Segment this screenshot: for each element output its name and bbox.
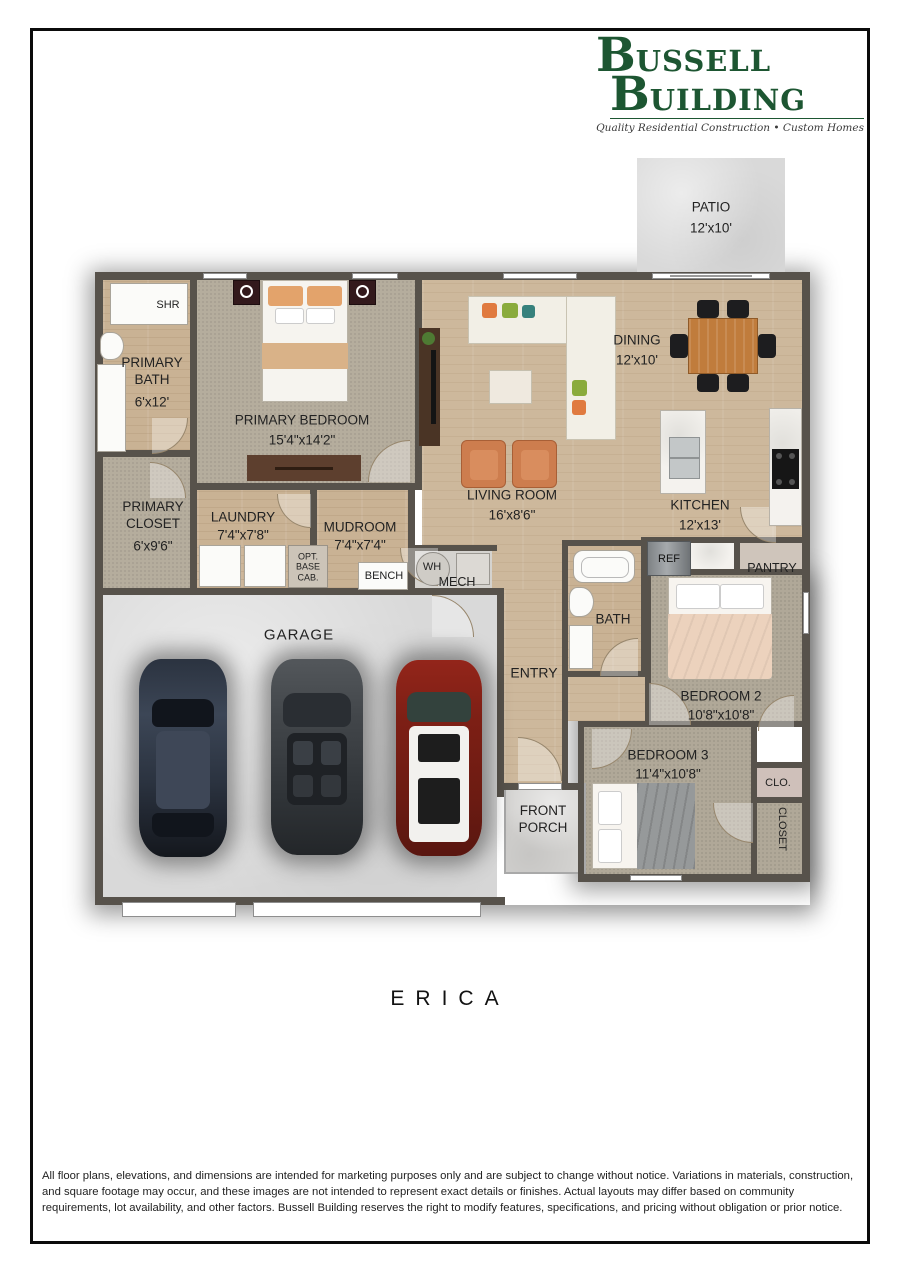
car-suv bbox=[396, 660, 482, 856]
bench-label: BENCH bbox=[364, 570, 404, 583]
dining-chair-6 bbox=[758, 334, 776, 358]
bed2-pillow-2 bbox=[720, 584, 764, 609]
suv-sunroof-2 bbox=[418, 778, 460, 824]
bedroom3-label: BEDROOM 3 bbox=[627, 747, 709, 763]
dining-table bbox=[688, 318, 758, 374]
brand-rest-2: UILDING bbox=[649, 83, 806, 118]
coffee-table bbox=[489, 370, 532, 404]
wall-primarybedroom-bottom bbox=[197, 483, 422, 490]
sofa-pillow-green-2 bbox=[572, 380, 587, 396]
burner-4 bbox=[789, 479, 795, 485]
sedan-roof bbox=[156, 731, 210, 809]
plan-title: ERICA bbox=[390, 987, 510, 1010]
burner-1 bbox=[776, 453, 782, 459]
front-door-gap bbox=[518, 783, 562, 790]
living-room-label: LIVING ROOM bbox=[466, 487, 558, 503]
bath-toilet bbox=[569, 587, 594, 617]
dining-chair-1 bbox=[697, 300, 719, 318]
burner-3 bbox=[776, 479, 782, 485]
pantry-label: PANTRY bbox=[747, 561, 797, 576]
kitchen-counter-right bbox=[769, 408, 802, 526]
sofa-pillow-teal bbox=[522, 305, 535, 318]
closet-label: CLOSET bbox=[775, 806, 788, 852]
nightstand-right bbox=[349, 280, 376, 305]
water-heater-label: WH bbox=[422, 561, 442, 574]
garage-door-2 bbox=[253, 902, 481, 917]
front-porch-label: FRONT PORCH bbox=[518, 803, 568, 835]
seat-4 bbox=[321, 775, 341, 797]
nightstand-left bbox=[233, 280, 260, 305]
seat-2 bbox=[321, 741, 341, 765]
suv-roof bbox=[409, 726, 469, 842]
brand-initial-1: B bbox=[596, 28, 636, 83]
seat-1 bbox=[293, 741, 313, 765]
window-bedroom2 bbox=[803, 592, 809, 634]
patio-dims: 12'x10' bbox=[690, 220, 732, 236]
disclaimer-text: All floor plans, elevations, and dimensions are intended for marketing purposes only and are subject to change without notice. Variations in materials, construction, and square footage may occur, and these images are not intended to represent exact details or finishes. Actual layouts may differ based on community requirements, lot availability, and other factors. Bussell Building reserves the right to modify features, specifications, and pricing without obligation or prior notice. bbox=[42, 1170, 854, 1215]
dryer bbox=[244, 545, 286, 587]
bedroom3-dims: 11'4"x10'8" bbox=[635, 766, 701, 782]
convertible-windshield bbox=[283, 693, 351, 727]
kitchen-dims: 12'x13' bbox=[679, 517, 721, 533]
wall-garage-right bbox=[497, 588, 504, 797]
wall-bath-top bbox=[562, 540, 647, 546]
primary-bedroom-label: PRIMARY BEDROOM bbox=[234, 412, 370, 428]
patio-label: PATIO bbox=[691, 199, 731, 215]
tv-screen bbox=[431, 350, 436, 424]
brand-tagline: Quality Residential Construction • Custom Homes bbox=[596, 122, 864, 135]
island-sink-basin-1 bbox=[669, 437, 700, 458]
wall-bath-left bbox=[562, 540, 568, 677]
dining-dims: 12'x10' bbox=[616, 352, 658, 368]
bath-vanity bbox=[569, 625, 593, 669]
wall-clo-top bbox=[751, 762, 810, 768]
bedroom3-bed bbox=[592, 783, 694, 869]
wall-right bbox=[802, 272, 810, 880]
sofa-pillow-green-1 bbox=[502, 303, 518, 318]
dining-chair-4 bbox=[727, 374, 749, 392]
mech-label: MECH bbox=[438, 575, 476, 590]
clo-label: CLO. bbox=[765, 777, 791, 790]
bathtub bbox=[573, 550, 635, 583]
shower-label: SHR bbox=[156, 299, 180, 312]
cooktop bbox=[772, 449, 799, 489]
bedroom2-bed bbox=[668, 577, 772, 679]
primary-bed bbox=[262, 280, 348, 402]
window-primary-bedroom-1 bbox=[203, 273, 247, 279]
window-living-room bbox=[503, 273, 577, 279]
suv-sunroof-1 bbox=[418, 734, 460, 762]
mudroom-label: MUDROOM bbox=[323, 519, 397, 535]
sofa-right-section bbox=[566, 296, 616, 440]
dining-chair-3 bbox=[697, 374, 719, 392]
bed-pillow-orange-2 bbox=[307, 286, 342, 306]
primary-bath-dims: 6'x12' bbox=[134, 394, 170, 410]
accent-chair-2 bbox=[512, 440, 557, 488]
window-bedroom3 bbox=[630, 875, 682, 881]
chair-cushion-1 bbox=[470, 450, 498, 480]
dining-chair-5 bbox=[670, 334, 688, 358]
sedan-rear-glass bbox=[152, 813, 214, 837]
sedan-windshield bbox=[152, 699, 214, 727]
brand-name-line2 bbox=[610, 67, 864, 123]
dresser-handle bbox=[275, 467, 333, 470]
convertible-cabin bbox=[287, 733, 347, 805]
bed3-pillow-1 bbox=[598, 791, 622, 825]
brand-logo bbox=[596, 28, 864, 135]
sofa-pillow-orange-2 bbox=[572, 400, 586, 415]
entry-label: ENTRY bbox=[510, 664, 558, 681]
sofa-pillow-orange bbox=[482, 303, 497, 318]
bed-pillow-white-2 bbox=[306, 308, 335, 324]
garage-door-1 bbox=[122, 902, 236, 917]
bedroom2-label: BEDROOM 2 bbox=[680, 688, 762, 704]
bed3-pillow-2 bbox=[598, 829, 622, 863]
car-sedan bbox=[139, 659, 227, 857]
bed-pillow-white-1 bbox=[275, 308, 304, 324]
kitchen-island bbox=[660, 410, 706, 494]
kitchen-label: KITCHEN bbox=[670, 497, 730, 513]
dining-chair-2 bbox=[727, 300, 749, 318]
car-convertible bbox=[271, 659, 363, 855]
primary-bath-label: PRIMARY BATH bbox=[121, 355, 183, 387]
bedroom2-dims: 10'8"x10'8" bbox=[687, 707, 755, 723]
wall-pantry-left bbox=[734, 543, 740, 575]
bed3-blanket bbox=[637, 783, 695, 869]
wall-bedroom3-left bbox=[578, 721, 584, 876]
brand-initial-2: B bbox=[610, 67, 650, 123]
laundry-label: LAUNDRY bbox=[210, 509, 276, 525]
laundry-dims: 7'4"x7'8" bbox=[217, 527, 269, 543]
bed-blanket-band bbox=[262, 343, 348, 369]
sliding-door-handle-bar bbox=[670, 275, 752, 277]
washer bbox=[199, 545, 241, 587]
island-sink-basin-2 bbox=[669, 458, 700, 479]
primary-bedroom-dims: 15'4"x14'2" bbox=[268, 432, 336, 448]
bed-pillow-orange-1 bbox=[268, 286, 303, 306]
wall-bedroom3-bottom bbox=[578, 874, 810, 882]
bath-label: BATH bbox=[595, 611, 631, 627]
primary-closet-dims: 6'x9'6" bbox=[133, 538, 173, 554]
wall-entry-right bbox=[562, 677, 568, 783]
dresser bbox=[247, 455, 361, 481]
accent-chair-1 bbox=[461, 440, 506, 488]
sectional-sofa bbox=[468, 296, 614, 438]
wall-garage-top bbox=[95, 588, 497, 595]
refrigerator-label: REF bbox=[658, 553, 680, 566]
bed2-pillow-1 bbox=[676, 584, 720, 609]
mudroom-dims: 7'4"x7'4" bbox=[334, 537, 386, 553]
window-primary-bedroom-2 bbox=[352, 273, 398, 279]
brand-rest-1: USSELL bbox=[635, 44, 772, 78]
dining-label: DINING bbox=[613, 332, 661, 348]
garage-label: GARAGE bbox=[263, 626, 335, 644]
suv-windshield bbox=[407, 692, 471, 722]
bed2-blanket bbox=[668, 614, 772, 679]
tv-console bbox=[419, 328, 440, 446]
opt-base-cab-label: OPT. BASE CAB. bbox=[295, 551, 320, 583]
plant-icon bbox=[422, 332, 435, 345]
primary-closet-label: PRIMARY CLOSET bbox=[122, 499, 184, 531]
seat-3 bbox=[293, 775, 313, 797]
wall-clo-bottom bbox=[751, 797, 810, 803]
chair-cushion-2 bbox=[521, 450, 549, 480]
living-room-dims: 16'x8'6" bbox=[488, 507, 536, 523]
bathtub-inner bbox=[581, 557, 629, 578]
burner-2 bbox=[789, 453, 795, 459]
